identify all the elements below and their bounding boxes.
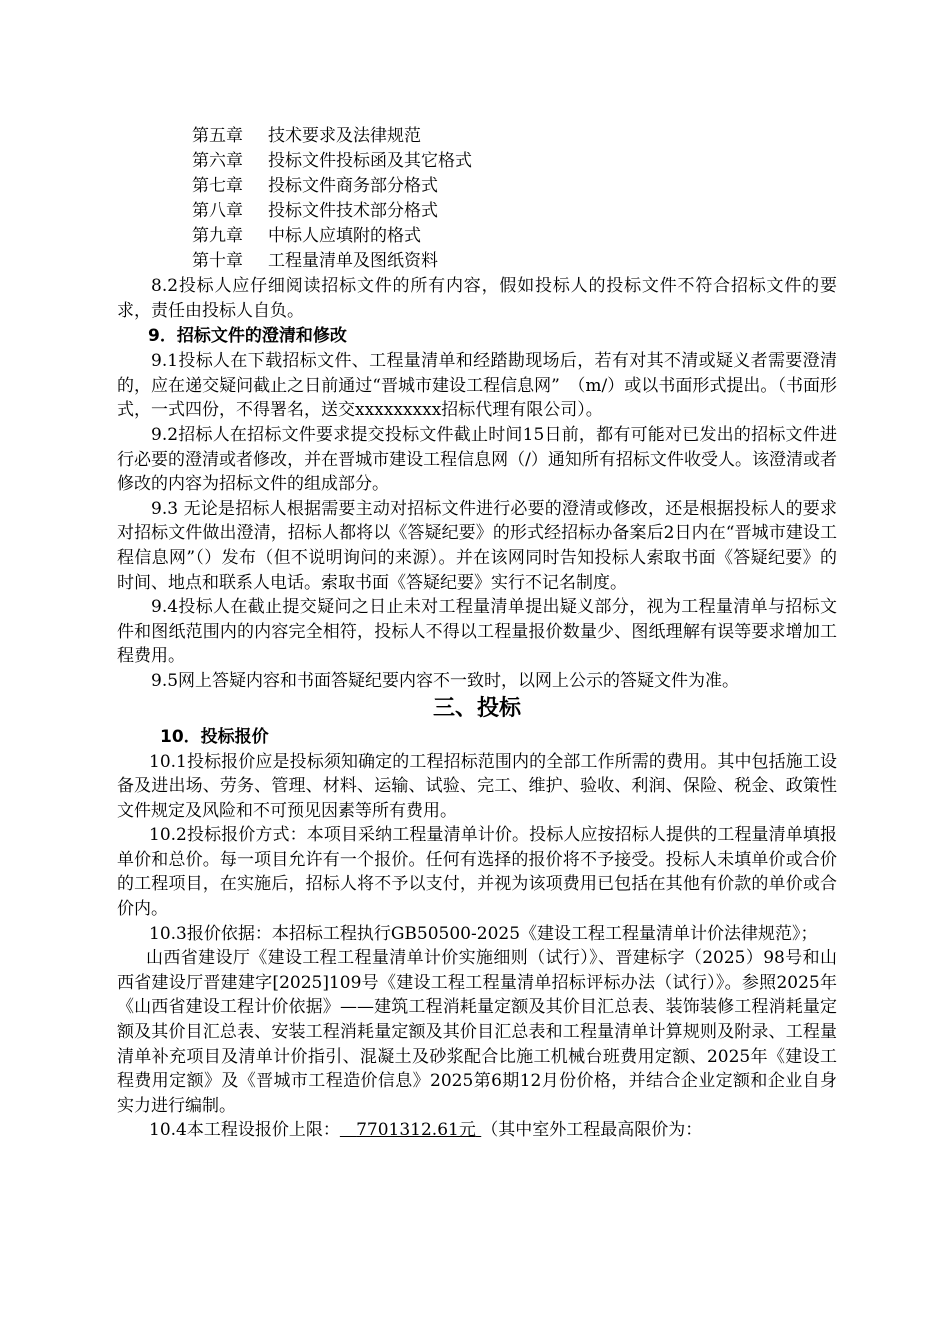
paragraph-9-3: 9.3 无论是招标人根据需要主动对招标文件进行必要的澄清或修改，还是根据投标人的要求对招标文件做出澄清，招标人都将以《答疑纪要》的形式经招标办备案后2日内在“晋城市建设工程信息网”（）发布（但不说明询问的来源）。并在该网同时告知投标人索取书面《答疑纪要》的时间、地点和联系人电话。索取书面《答疑纪要》实行不记名制度。 (117, 498, 837, 593)
chapter-list (192, 124, 472, 274)
chapter-item (192, 174, 472, 199)
chapter-number: 第七章 (192, 176, 243, 196)
paragraph-9-1: 9.1投标人在下载招标文件、工程量清单和经踏勘现场后，若有对其不清或疑义者需要澄清的，应在递交疑问截止之日前通过“晋城市建设工程信息网” （m/）或以书面形式提出。（书面形式，一式四份，不得署名，送交xxxxxxxxx招标代理有限公司）。 (117, 351, 837, 421)
paragraph-10-2: 10.2投标报价方式：本项目采纳工程量清单计价。投标人应按招标人提供的工程量清单填报单价和总价。每一项目允许有一个报价。任何有选择的报价将不予接受。投标人未填单价或合价的工程项目，在实施后，招标人将不予以支付，并视为该项费用已包括在其他有价款的单价或合价内。 (117, 825, 837, 920)
chapter-item (192, 149, 472, 174)
chapter-number: 第九章 (192, 226, 243, 246)
document-body (117, 274, 837, 1143)
paragraph-10-1: 10.1投标报价应是投标须知确定的工程招标范围内的全部工作所需的费用。其中包括施工设备及进出场、劳务、管理、材料、运输、试验、完工、维护、验收、利润、保险、税金、政策性文件规定及风险和不可预见因素等所有费用。 (117, 751, 837, 821)
paragraph-10-3-basis: 山西省建设厅《建设工程工程量清单计价实施细则（试行）》、晋建标字（2025）98号和山西省建设厅晋建建字[2025]109号《建设工程工程量清单招标评标办法（试行）》。参照2025年《山西省建设工程计价依据》——建筑工程消耗量定额及其价目汇总表、装饰装修工程消耗量定额及其价目汇总表、安装工程消耗量定额及其价目汇总表和工程量清单计算规则及附录、工程量清单补充项目及清单计价指引、混凝土及砂浆配合比施工机械台班费用定额、2025年《建设工程费用定额》及《晋城市工程造价信息》2025第6期12月份价格，并结合企业定额和企业自身实力进行编制。 (117, 948, 837, 1116)
paragraph-9-2: 9.2招标人在招标文件要求提交投标文件截止时间15日前，都有可能对已发出的招标文件进行必要的澄清或者修改，并在晋城市建设工程信息网（/）通知所有招标文件收受人。该澄清或者修改的内容为招标文件的组成部分。 (117, 424, 837, 495)
chapter-item (192, 199, 472, 224)
paragraph-8-2: 8.2投标人应仔细阅读招标文件的所有内容，假如投标人的投标文件不符合招标文件的要求，责任由投标人自负。 (117, 276, 837, 321)
price-cap-label: 10.4本工程设报价上限： (149, 1120, 340, 1141)
chapter-number: 第八章 (192, 201, 243, 221)
chapter-number: 第十章 (192, 251, 243, 271)
heading-10: 10．投标报价 (160, 726, 269, 747)
chapter-item (192, 249, 472, 274)
chapter-title: 投标文件技术部分格式 (268, 201, 438, 221)
chapter-number: 第六章 (192, 151, 243, 171)
paragraph-10-3: 10.3报价依据：本招标工程执行GB50500-2025《建设工程工程量清单计价法律规范》； (149, 923, 818, 944)
section-title: 三、投标 (432, 695, 521, 721)
price-cap-value: 7701312.61元 (356, 1120, 476, 1141)
paragraph-9-5: 9.5网上答疑内容和书面答疑纪要内容不一致时，以网上公示的答疑文件为准。 (151, 670, 740, 691)
chapter-title: 投标文件商务部分格式 (268, 176, 438, 196)
chapter-title: 技术要求及法律规范 (268, 126, 421, 146)
chapter-item (192, 224, 472, 249)
chapter-title: 中标人应填附的格式 (268, 226, 421, 246)
paragraph-10-4 (117, 1118, 837, 1143)
chapter-item (192, 124, 472, 149)
chapter-number: 第五章 (192, 126, 243, 146)
price-cap-note: （其中室外工程最高限价为： (481, 1120, 703, 1141)
paragraph-9-4: 9.4投标人在截止提交疑问之日止未对工程量清单提出疑义部分，视为工程量清单与招标文件和图纸范围内的内容完全相符，投标人不得以工程量报价数量少、图纸理解有误等要求增加工程费用。 (117, 597, 837, 667)
price-cap-amount (340, 1120, 481, 1140)
heading-9: 9．招标文件的澄清和修改 (148, 326, 347, 347)
chapter-title: 投标文件投标函及其它格式 (268, 151, 472, 171)
chapter-title: 工程量清单及图纸资料 (268, 251, 438, 271)
